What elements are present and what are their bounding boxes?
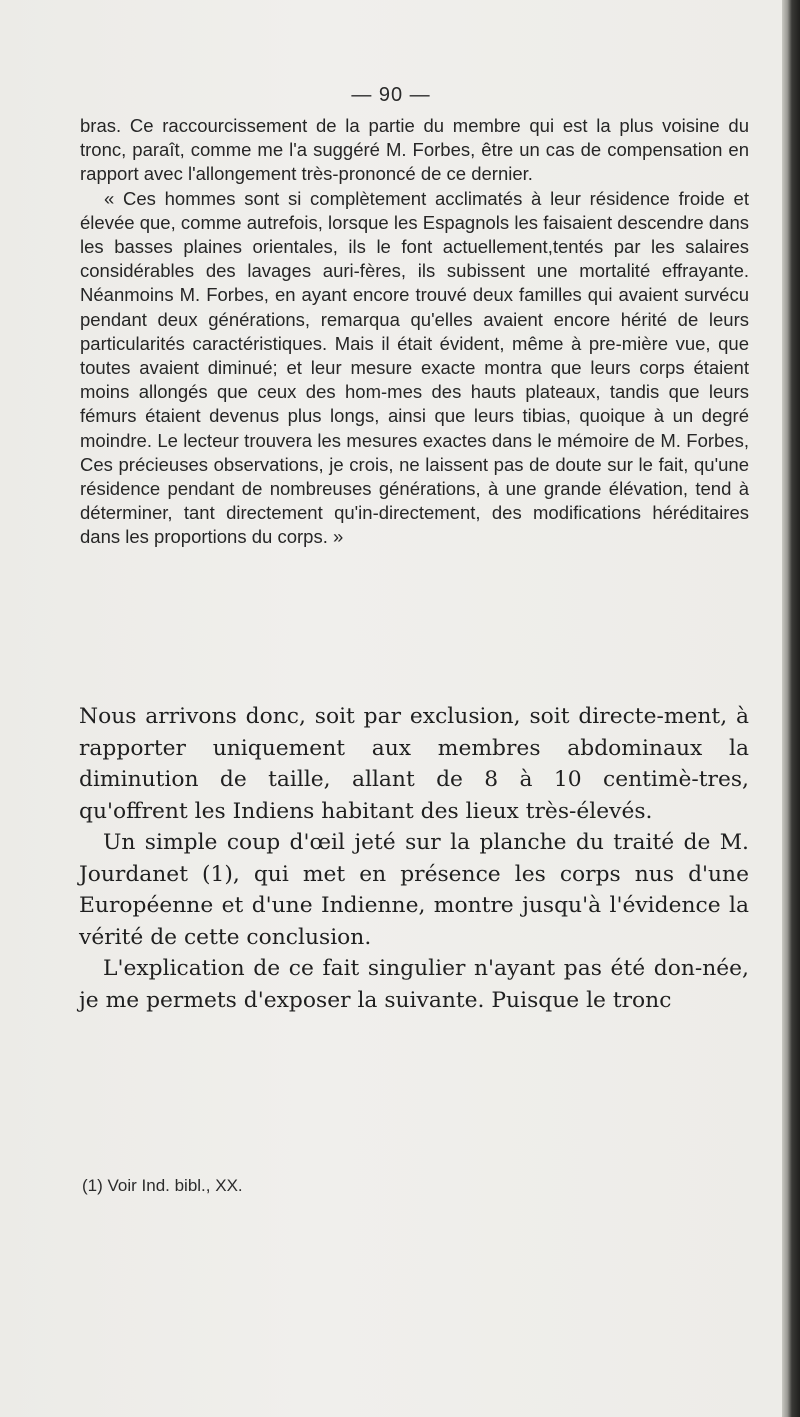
page-number: — 90 — (351, 84, 431, 106)
quoted-text-block (80, 114, 749, 550)
paragraph: Un simple coup d'œil jeté sur la planche du traité de M. Jourdanet (1), qui met en présence les corps nus d'une Européenne et d'une Indienne, montre jusqu'à l'évidence la vérité de cette conclusion. (79, 830, 749, 950)
paragraph: « Ces hommes sont si complètement acclimatés à leur résidence froide et élevée que, comme autrefois, lorsque les Espagnols les faisaient descendre dans les basses plaines orientales, ils le font actuellement,tentés par les salaires considérables des lavages auri-fères, ils subissent une mortalité effrayante. Néanmoins M. Forbes, en ayant encore trouvé deux familles qui avaient survécu pendant deux générations, remarqua qu'elles avaient encore hérité de leurs particularités caractéristiques. Mais il était évident, même à pre-mière vue, que toutes avaient diminué; et leur mesure exacte montra que leurs corps étaient moins allongés que ceux des hom-mes des hauts plateaux, tandis que leurs fémurs étaient devenus plus longs, ainsi que leurs tibias, quoique à un degré moindre. Le lecteur trouvera les mesures exactes dans le mémoire de M. Forbes, Ces précieuses observations, je crois, ne laissent pas de doute sur le fait, qu'une résidence pendant de nombreuses générations, à une grande élévation, tend à déterminer, tant directement qu'in-directement, des modifications héréditaires dans les proportions du corps. » (80, 187, 749, 548)
main-text-block (79, 701, 749, 1016)
paragraph: bras. Ce raccourcissement de la partie du membre qui est la plus voisine du tronc, paraît, comme me l'a suggéré M. Forbes, être un cas de compensation en rapport avec l'allongement très-prononcé de ce dernier. (80, 115, 749, 185)
footnote: (1) Voir Ind. bibl., XX. (82, 1176, 243, 1195)
paragraph: L'explication de ce fait singulier n'ayant pas été don-née, je me permets d'exposer la suivante. Puisque le tronc (79, 956, 749, 1013)
page-edge (782, 0, 800, 1417)
paragraph: Nous arrivons donc, soit par exclusion, soit directe-ment, à rapporter uniquement aux membres abdominaux la diminution de taille, allant de 8 à 10 centimè-tres, qu'offrent les Indiens habitant des lieux très-élevés. (79, 704, 749, 824)
